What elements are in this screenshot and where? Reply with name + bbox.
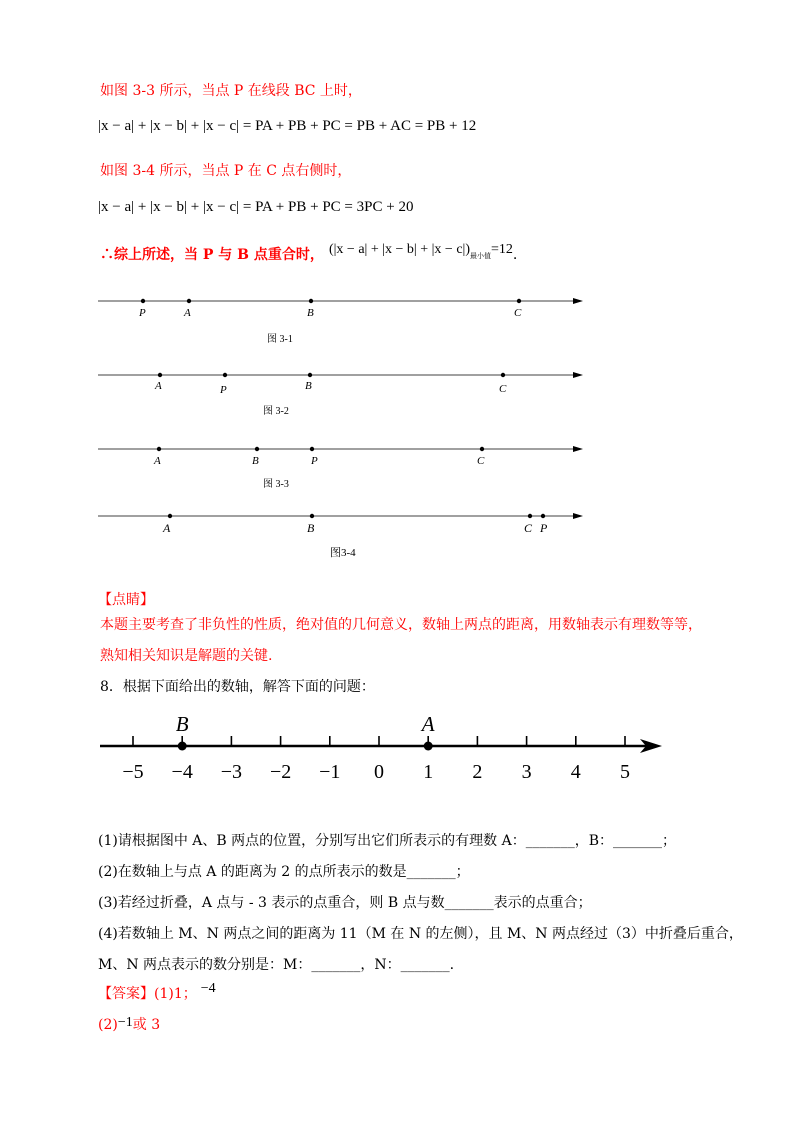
answer-2-prefix: (2) — [98, 1017, 118, 1033]
figure-3-2 — [98, 372, 583, 417]
point-a — [158, 373, 162, 377]
label-p: P — [540, 521, 548, 535]
point-b — [308, 373, 312, 377]
comment-tag: 【点睛】 — [98, 592, 154, 608]
point-c — [517, 299, 521, 303]
caption-3-4: 图3-4 — [330, 547, 356, 559]
label-p: P — [220, 384, 227, 396]
label-p: P — [311, 455, 318, 467]
tick-label: −4 — [171, 761, 193, 783]
point-c — [480, 447, 484, 451]
point-b — [309, 299, 313, 303]
point-b — [310, 514, 314, 518]
axis-ticks — [122, 736, 630, 783]
answer-1-prefix: (1)1； — [154, 986, 197, 1002]
point-p — [141, 299, 145, 303]
conclusion-prefix: ∴综上所述，当 P 与 B 点重合时， — [100, 247, 324, 263]
question-8-part-4-line-1: (4)若数轴上 M、N 两点之间的距离为 11（M 在 N 的左侧），且 M、N 两点经过（3）中折叠后重合， — [98, 926, 743, 942]
answer-tag: 【答案】 — [98, 986, 154, 1002]
tick-label: 1 — [423, 761, 434, 783]
label-b: B — [305, 380, 312, 392]
figure-3-4 — [98, 513, 583, 559]
point-label-a: A — [421, 712, 435, 736]
question-8-title: 8．根据下面给出的数轴，解答下面的问题： — [100, 679, 375, 695]
figure-3-1 — [98, 298, 583, 345]
axis-arrow — [573, 298, 583, 304]
label-c: C — [514, 307, 522, 319]
label-a: A — [154, 455, 161, 467]
tick-label: 5 — [620, 761, 630, 783]
comment-line-1: 本题主要考查了非负性的性质，绝对值的几何意义，数轴上两点的距离，用数轴表示有理数等等， — [100, 617, 702, 633]
question-8-part-1: (1)请根据图中 A、B 两点的位置，分别写出它们所表示的有理数 A：_______，B：_______； — [98, 833, 676, 849]
fig34-statement: 如图 3-4 所示，当点 P 在 C 点右侧时， — [100, 163, 352, 179]
axis-arrow — [573, 446, 583, 452]
point-p — [223, 373, 227, 377]
label-b: B — [307, 307, 314, 319]
tick-label: −1 — [319, 761, 341, 783]
point-b — [255, 447, 259, 451]
caption-3-3: 图 3-3 — [263, 479, 289, 490]
axis-arrow — [573, 513, 583, 519]
axis-points — [176, 712, 435, 751]
point-label-b: B — [175, 712, 189, 736]
fig33-statement: 如图 3-3 所示，当点 P 在线段 BC 上时， — [100, 83, 362, 99]
tick-label: 3 — [521, 761, 532, 783]
question-8-part-4-line-2: M、N 两点表示的数分别是：M：_______，N：_______. — [98, 957, 455, 973]
answer-2-value-1: −1 — [117, 1015, 133, 1030]
point-c — [501, 373, 505, 377]
tick-label: 4 — [570, 761, 581, 783]
label-c: C — [499, 383, 507, 395]
answer-1-value: −4 — [200, 981, 216, 996]
caption-3-1: 图 3-1 — [267, 334, 293, 345]
label-b: B — [307, 521, 315, 535]
answer-2-rest: 或 3 — [132, 1017, 161, 1033]
point-p — [310, 447, 314, 451]
tick-label: −3 — [220, 761, 243, 783]
question-8-number-line — [0, 700, 800, 790]
point-a — [424, 742, 433, 751]
conclusion-end: . — [512, 247, 518, 263]
label-a: A — [163, 521, 171, 535]
point-a — [187, 299, 191, 303]
equation-2: |x − a| + |x − b| + |x − c| = PA + PB + PC = 3PC + 20 — [98, 199, 414, 215]
point-c — [528, 514, 532, 518]
conclusion-expression: (|x − a| + |x − b| + |x − c|) — [328, 242, 470, 257]
conclusion-value: =12 — [491, 242, 513, 257]
figure-3-3 — [98, 446, 583, 490]
point-a — [157, 447, 161, 451]
conclusion-subscript: 最小值 — [470, 252, 491, 260]
tick-label: 0 — [374, 761, 384, 783]
label-c: C — [524, 521, 533, 535]
caption-3-2: 图 3-2 — [263, 406, 289, 417]
point-p — [541, 514, 545, 518]
tick-label: 2 — [472, 761, 483, 783]
axis-arrow — [573, 372, 583, 378]
answer-line-2 — [98, 1014, 160, 1034]
label-a: A — [155, 380, 162, 392]
question-8-part-2: (2)在数轴上与点 A 的距离为 2 的点所表示的数是_______； — [98, 864, 470, 880]
answer-line-1 — [98, 983, 216, 1003]
tick-label: −5 — [122, 761, 144, 783]
label-a: A — [184, 307, 191, 319]
question-8-part-3: (3)若经过折叠，A 点与 - 3 表示的点重合，则 B 点与数_______表示的点重合； — [98, 895, 592, 911]
tick-label: −2 — [269, 761, 292, 783]
point-b — [178, 742, 187, 751]
label-c: C — [477, 455, 485, 467]
comment-line-2: 熟知相关知识是解题的关键. — [100, 648, 273, 664]
label-b: B — [252, 455, 259, 467]
point-a — [168, 514, 172, 518]
equation-1: |x − a| + |x − b| + |x − c| = PA + PB + PC = PB + AC = PB + 12 — [98, 118, 477, 134]
label-p: P — [139, 307, 146, 319]
